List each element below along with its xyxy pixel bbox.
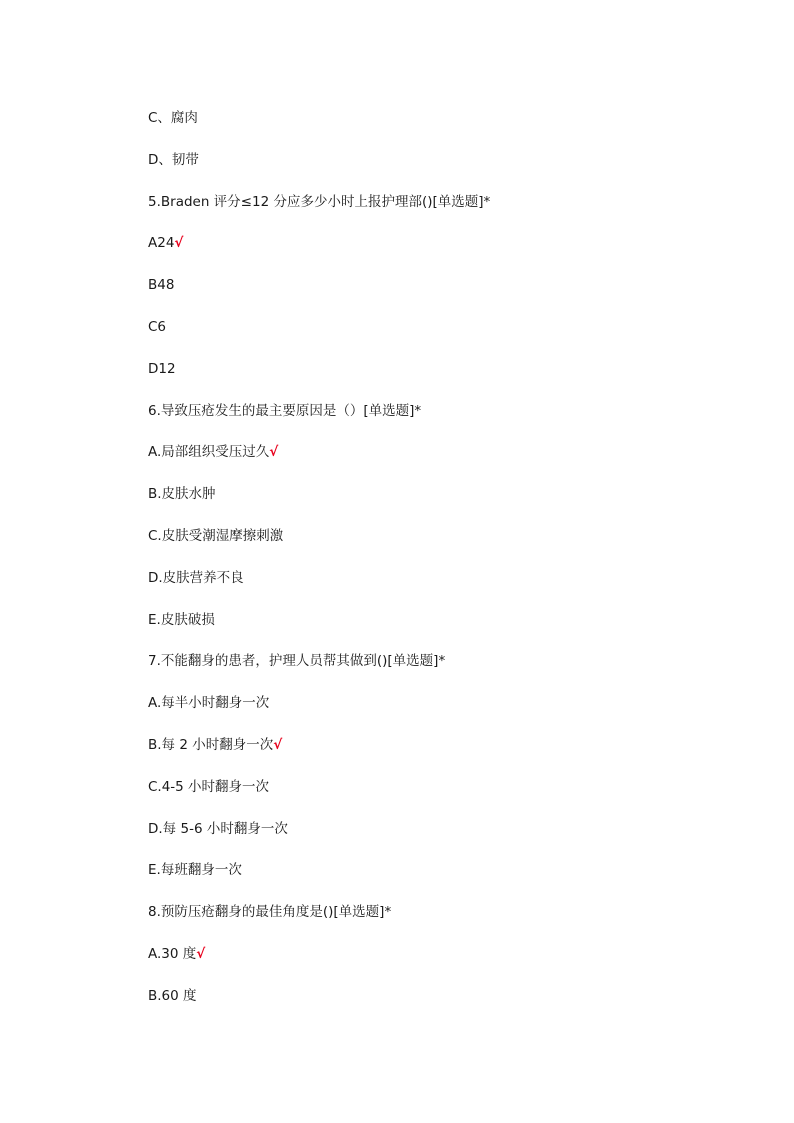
q7-option-d: [148, 819, 708, 861]
q5-option-c: [148, 317, 708, 359]
q8-option-b: [148, 986, 708, 1028]
q6-option-d: [148, 568, 708, 610]
q6-option-c: [148, 526, 708, 568]
option-text: A.每半小时翻身一次: [148, 695, 270, 712]
q6-option-a: [148, 442, 708, 484]
question-8: [148, 902, 708, 944]
q7-option-a: [148, 693, 708, 735]
option-text: A.局部组织受压过久: [148, 444, 270, 461]
q7-option-e: [148, 860, 708, 902]
option-text: C6: [148, 318, 167, 335]
option-text: E.每班翻身一次: [148, 862, 242, 879]
option-text: A.30 度: [148, 945, 197, 962]
q5-option-d: [148, 359, 708, 401]
question-7: [148, 651, 708, 693]
question-text: 7.不能翻身的患者，护理人员帮其做到()[单选题]*: [148, 653, 446, 670]
q6-option-e: [148, 610, 708, 652]
option-text: C.皮肤受潮湿摩擦刺激: [148, 527, 284, 544]
q5-option-b: [148, 275, 708, 317]
correct-check-icon: √: [269, 444, 279, 461]
q8-option-a: [148, 944, 708, 986]
question-5: [148, 192, 708, 234]
q7-option-b: [148, 735, 708, 777]
option-text: C.4-5 小时翻身一次: [148, 778, 270, 795]
option-text: B.60 度: [148, 987, 197, 1004]
option-text: D12: [148, 360, 176, 377]
q7-option-c: [148, 777, 708, 819]
question-text: 5.Braden 评分≤12 分应多少小时上报护理部()[单选题]*: [148, 193, 491, 210]
q5-option-a: [148, 233, 708, 275]
option-text: E.皮肤破损: [148, 611, 215, 628]
option-text: B.皮肤水肿: [148, 486, 216, 503]
option-text: B.每 2 小时翻身一次: [148, 736, 274, 753]
correct-check-icon: √: [273, 736, 283, 753]
option-text: D.每 5-6 小时翻身一次: [148, 820, 288, 837]
question-text: 6.导致压疮发生的最主要原因是（）[单选题]*: [148, 402, 422, 419]
question-6: [148, 401, 708, 443]
option-d-ligament: [148, 150, 708, 192]
option-text: B48: [148, 277, 175, 294]
q6-option-b: [148, 484, 708, 526]
line-text: C、腐肉: [148, 110, 198, 126]
correct-check-icon: √: [174, 235, 184, 252]
question-text: 8.预防压疮翻身的最佳角度是()[单选题]*: [148, 904, 392, 921]
line-text: D、韧带: [148, 151, 199, 168]
correct-check-icon: √: [196, 945, 206, 962]
option-text: A24: [148, 235, 175, 252]
option-c-rotten-flesh: [148, 108, 708, 150]
option-text: D.皮肤营养不良: [148, 569, 244, 586]
question-list: [148, 108, 708, 1028]
